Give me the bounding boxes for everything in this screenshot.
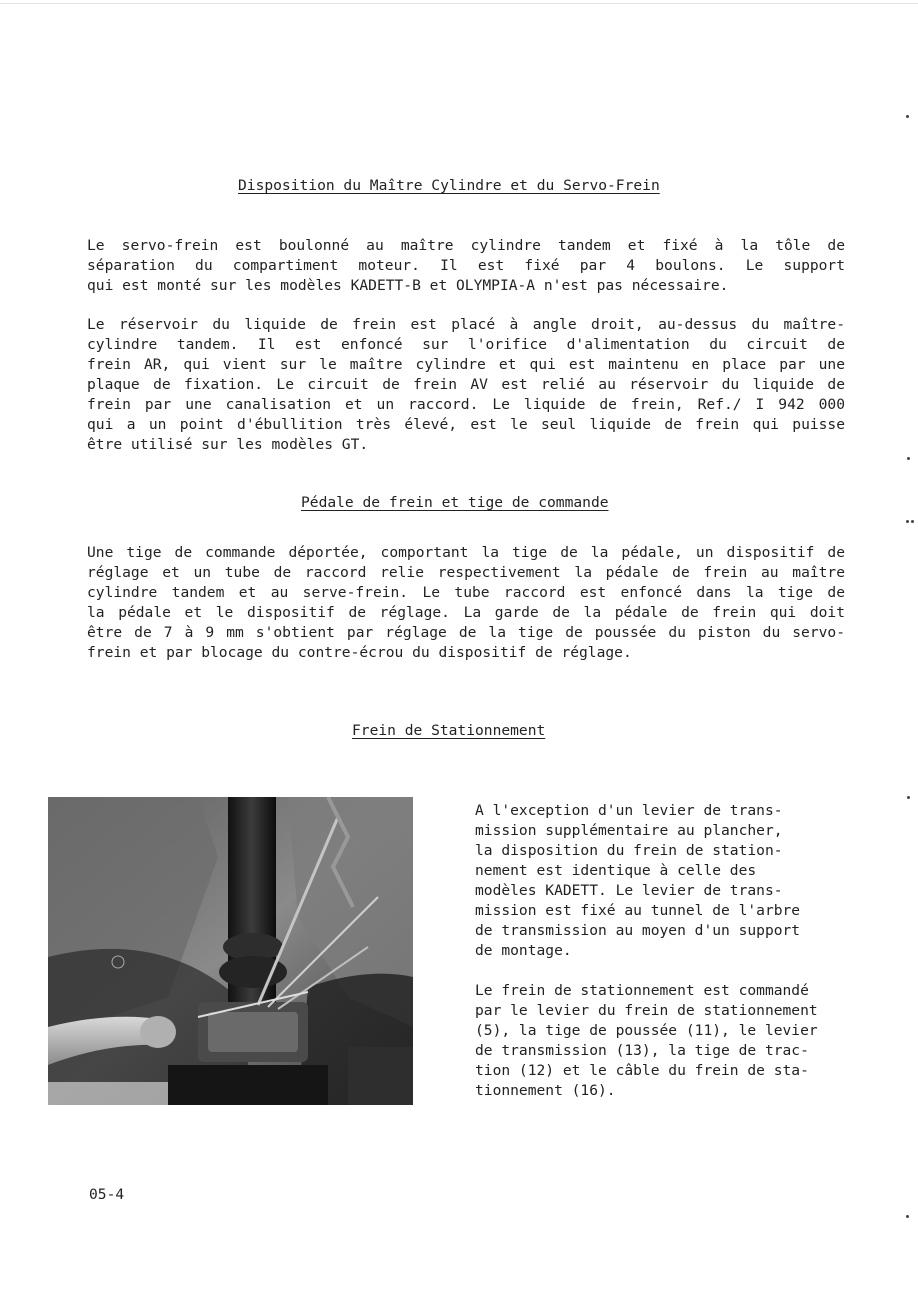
text-line: la pédale et le dispositif de réglage. La garde de la pédale de frein qui doit bbox=[87, 604, 845, 621]
text-line: frein et par blocage du contre-écrou du dispositif de réglage. bbox=[87, 644, 632, 661]
text-line: de transmission au moyen d'un support bbox=[475, 922, 801, 939]
text-line: modèles KADETT. Le levier de trans- bbox=[475, 882, 783, 899]
text-line: qui a un point d'ébullition très élevé, est le seul liquide de frein qui puisse bbox=[87, 416, 845, 433]
scan-speck bbox=[906, 1215, 909, 1218]
heading-master-cylinder: Disposition du Maître Cylindre et du Servo-Frein bbox=[238, 177, 660, 194]
text-line: de montage. bbox=[475, 942, 572, 959]
text-line: plaque de fixation. Le circuit de frein AV est relié au réservoir du liquide de bbox=[87, 376, 845, 393]
scan-speck bbox=[906, 520, 909, 523]
text-line: réglage et un tube de raccord relie respectivement la pédale de frein au maître bbox=[87, 564, 845, 581]
text-line: tionnement (16). bbox=[475, 1082, 616, 1099]
text-line: mission est fixé au tunnel de l'arbre bbox=[475, 902, 801, 919]
text-line: Le frein de stationnement est commandé bbox=[475, 982, 809, 999]
paragraph-reservoir bbox=[87, 315, 845, 455]
paragraph-parking-brake-2 bbox=[475, 981, 847, 1101]
text-line: frein par une canalisation et un raccord. Le liquide de frein, Ref./ I 942 000 bbox=[87, 396, 845, 413]
text-line: Le servo-frein est boulonné au maître cylindre tandem et fixé à la tôle de bbox=[87, 237, 845, 254]
text-line: nement est identique à celle des bbox=[475, 862, 757, 879]
text-line: mission supplémentaire au plancher, bbox=[475, 822, 783, 839]
parking-brake-photo bbox=[48, 797, 413, 1105]
text-line: de transmission (13), la tige de trac- bbox=[475, 1042, 809, 1059]
text-line: frein AR, qui vient sur le maître cylindre et qui est maintenu en place par une bbox=[87, 356, 845, 373]
text-line: cylindre tandem. Il est enfoncé sur l'orifice d'alimentation du circuit de bbox=[87, 336, 845, 353]
scan-edge-line bbox=[0, 3, 918, 4]
text-line: par le levier du frein de stationnement bbox=[475, 1002, 818, 1019]
text-line: qui est monté sur les modèles KADETT-B et OLYMPIA-A n'est pas nécessaire. bbox=[87, 277, 729, 294]
scan-speck bbox=[907, 457, 910, 460]
heading-brake-pedal: Pédale de frein et tige de commande bbox=[301, 494, 609, 511]
text-line: (5), la tige de poussée (11), le levier bbox=[475, 1022, 818, 1039]
text-line: séparation du compartiment moteur. Il est fixé par 4 boulons. Le support bbox=[87, 257, 845, 274]
text-line: être utilisé sur les modèles GT. bbox=[87, 436, 369, 453]
paragraph-servo-frein bbox=[87, 236, 845, 296]
heading-parking-brake: Frein de Stationnement bbox=[352, 722, 546, 739]
text-line: être de 7 à 9 mm s'obtient par réglage de la tige de poussée du piston du servo- bbox=[87, 624, 845, 641]
page-number: 05-4 bbox=[89, 1186, 125, 1203]
text-line: Une tige de commande déportée, comportant la tige de la pédale, un dispositif de bbox=[87, 544, 845, 561]
scan-speck bbox=[911, 520, 914, 523]
text-line: Le réservoir du liquide de frein est placé à angle droit, au-dessus du maître- bbox=[87, 316, 845, 333]
scan-speck bbox=[907, 796, 910, 799]
scan-speck bbox=[906, 115, 909, 118]
text-line: A l'exception d'un levier de trans- bbox=[475, 802, 783, 819]
paragraph-parking-brake-1 bbox=[475, 801, 847, 961]
text-line: la disposition du frein de station- bbox=[475, 842, 783, 859]
paragraph-brake-pedal bbox=[87, 543, 845, 663]
text-line: tion (12) et le câble du frein de sta- bbox=[475, 1062, 809, 1079]
text-line: cylindre tandem et au serve-frein. Le tube raccord est enfoncé dans la tige de bbox=[87, 584, 845, 601]
